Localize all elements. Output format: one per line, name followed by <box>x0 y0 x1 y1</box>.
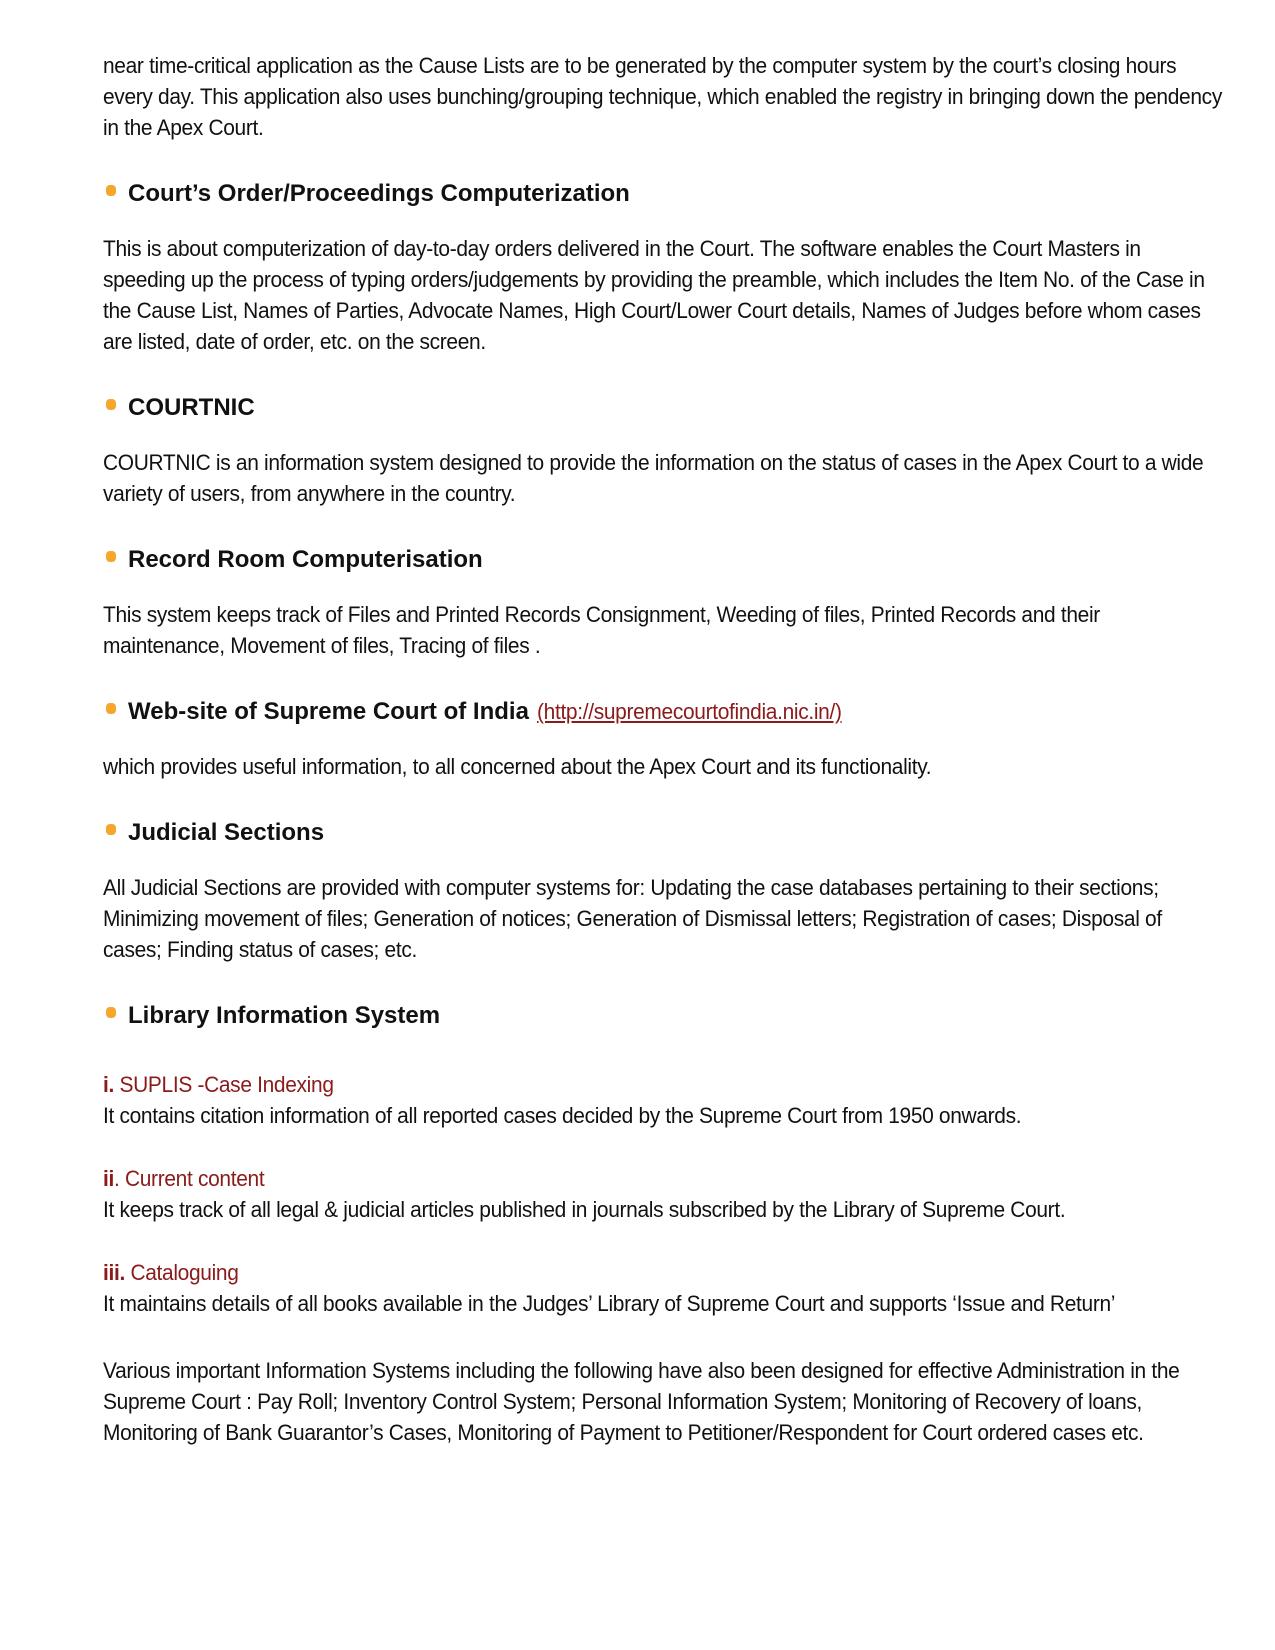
orange-bullet-icon <box>106 399 116 410</box>
supreme-court-website-link[interactable]: (http://supremecourtofindia.nic.in/) <box>536 699 842 724</box>
heading-courtnic-label: COURTNIC <box>128 394 255 421</box>
heading-website-label: Web-site of Supreme Court of India <box>128 698 529 725</box>
document-page <box>103 50 1223 1448</box>
library-item-label: SUPLIS -Case Indexing <box>113 1072 334 1097</box>
library-item-number: i. <box>103 1072 114 1097</box>
library-item-body: It maintains details of all books available in the Judges’ Library of Supreme Court and supports ‘Issue and Return’ <box>103 1291 1116 1316</box>
heading-record-room <box>103 545 1223 575</box>
record-room-paragraph: This system keeps track of Files and Printed Records Consignment, Weeding of files, Printed Records and their maintenance, Movement of files, Tracing of files . <box>103 602 1100 658</box>
library-item-title <box>103 1257 1224 1288</box>
library-item-number: ii <box>103 1166 114 1191</box>
library-item <box>103 1257 1223 1319</box>
library-item-number: iii. <box>103 1260 125 1285</box>
orange-bullet-icon <box>106 1007 116 1018</box>
heading-orders-label: Court’s Order/Proceedings Computerization <box>128 180 630 207</box>
library-item-label: . Current content <box>113 1166 265 1191</box>
library-item-label: Cataloguing <box>124 1260 239 1285</box>
library-item-body: It keeps track of all legal & judicial articles published in journals subscribed by the Library of Supreme Court. <box>103 1197 1066 1222</box>
heading-judicial-label: Judicial Sections <box>128 819 325 846</box>
heading-courtnic <box>103 393 1223 423</box>
closing-paragraph: Various important Information Systems including the following have also been designed for effective Administration in the Supreme Court : Pay Roll; Inventory Control System; Personal Information System; Monitoring of Recovery of loans, Monitoring of Bank Guarantor’s Cases, Monitoring of Payment to Petitioner/Respondent for Court ordered cases etc. <box>103 1358 1180 1445</box>
orange-bullet-icon <box>106 703 116 714</box>
judicial-paragraph: All Judicial Sections are provided with computer systems for: Updating the case databases pertaining to their sections; Minimizing movement of files; Generation of notices; Generation of Dismissal letters; Registration of cases; Disposal of cases; Finding status of cases; etc. <box>103 875 1162 962</box>
library-item <box>103 1069 1223 1131</box>
orange-bullet-icon <box>106 551 116 562</box>
heading-library <box>103 1001 1223 1031</box>
intro-paragraph: near time-critical application as the Cause Lists are to be generated by the computer system by the court’s closing hours every day. This application also uses bunching/grouping technique, which enabled the registry in bringing down the pendency in the Apex Court. <box>103 53 1222 140</box>
library-item <box>103 1163 1223 1225</box>
library-item-title <box>103 1069 1224 1100</box>
library-item-title <box>103 1163 1224 1194</box>
heading-website <box>103 697 1223 727</box>
heading-record-room-label: Record Room Computerisation <box>128 546 483 573</box>
orange-bullet-icon <box>106 824 116 835</box>
heading-orders <box>103 179 1223 209</box>
heading-judicial <box>103 818 1223 848</box>
courtnic-paragraph: COURTNIC is an information system designed to provide the information on the status of cases in the Apex Court to a wide variety of users, from anywhere in the country. <box>103 450 1204 506</box>
orange-bullet-icon <box>106 185 116 196</box>
website-paragraph: which provides useful information, to all concerned about the Apex Court and its functionality. <box>103 754 932 779</box>
library-item-body: It contains citation information of all reported cases decided by the Supreme Court from 1950 onwards. <box>103 1103 1022 1128</box>
orders-paragraph: This is about computerization of day-to-day orders delivered in the Court. The software enables the Court Masters in speeding up the process of typing orders/judgements by providing the preamble, which includes the Item No. of the Case in the Cause List, Names of Parties, Advocate Names, High Court/Lower Court details, Names of Judges before whom cases are listed, date of order, etc. on the screen. <box>103 236 1205 354</box>
heading-library-label: Library Information System <box>128 1002 441 1029</box>
